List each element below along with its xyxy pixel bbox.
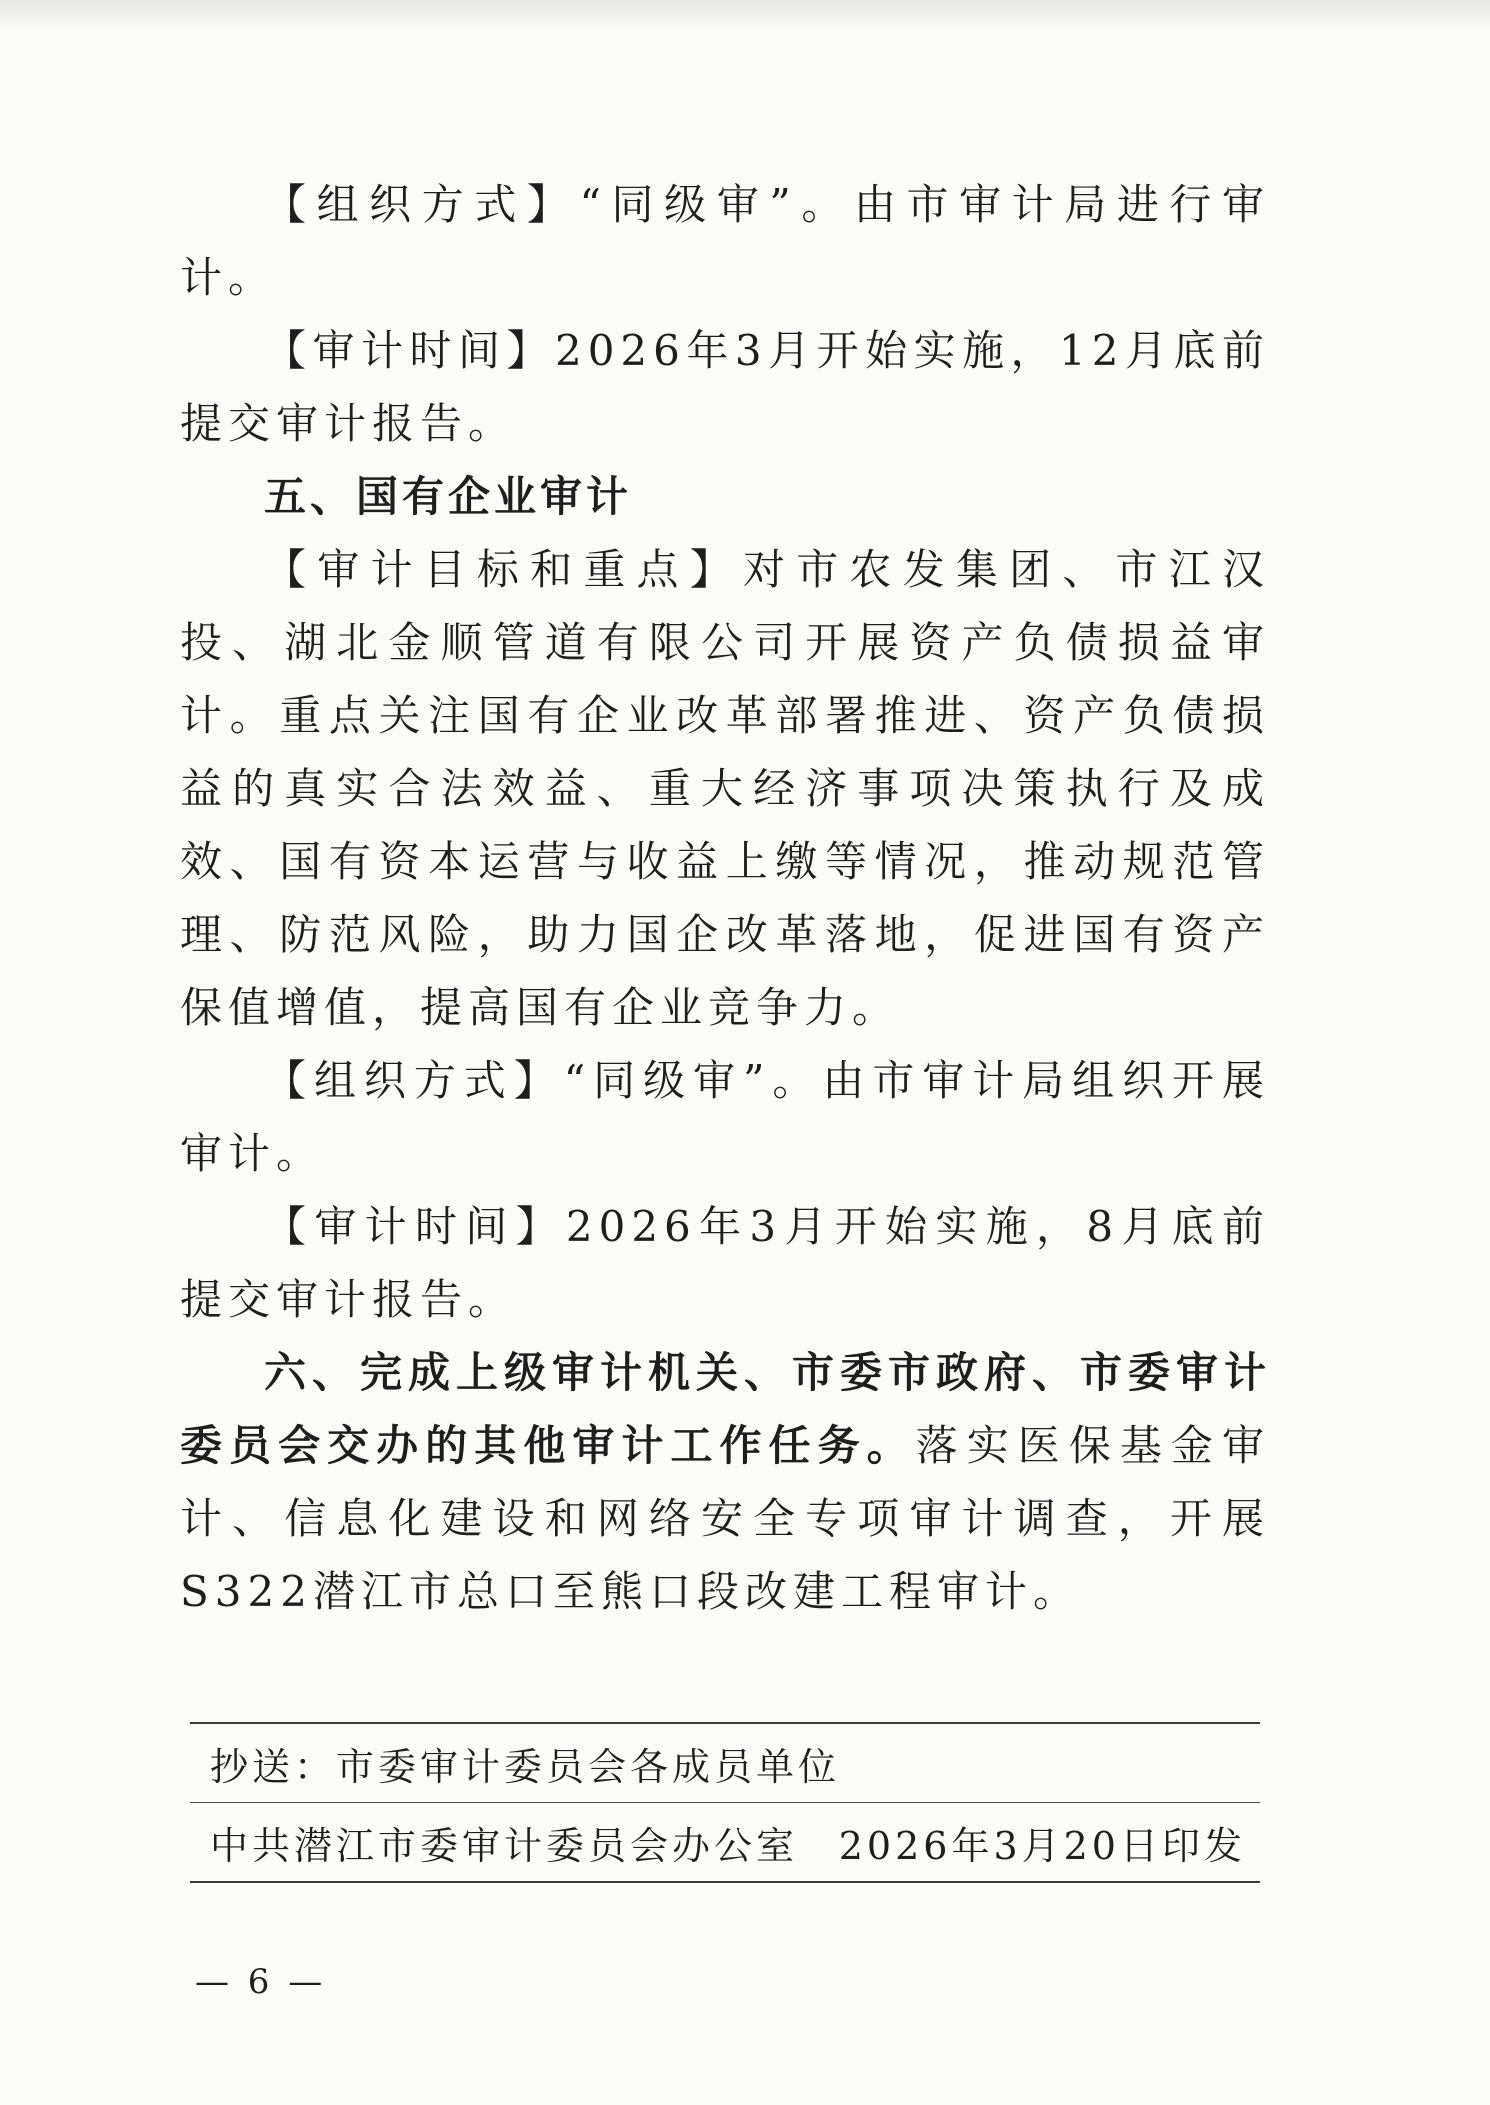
footer-rule-bottom [190, 1881, 1260, 1883]
paragraph-org-method-2: 【组织方式】“同级审”。由市审计局组织开展审计。 [180, 1056, 1270, 1178]
paragraph-org-method-1: 【组织方式】“同级审”。由市审计局进行审计。 [180, 180, 1270, 302]
paragraph-audit-time-2: 【审计时间】2026年3月开始实施，8月底前提交审计报告。 [180, 1202, 1270, 1324]
page-number: — 6 — [195, 1962, 327, 2002]
cc-row [190, 1724, 1260, 1802]
section-6-body: 落实医保基金审计、信息化建设和网络安全专项审计调查，开展S322潜江市总口至熊口段改建工程审计。 [180, 1421, 1270, 1616]
paragraph-section-6 [180, 1336, 1270, 1628]
distribution-footer [190, 1722, 1260, 1883]
section-heading-6: 六、完成上级审计机关、市委市政府、市委审计委员会交办的其他审计工作任务。 [180, 1348, 1270, 1470]
cc-text: 抄送：市委审计委员会各成员单位 [210, 1744, 841, 1789]
issue-date: 2026年3月20日印发 [838, 1823, 1246, 1868]
paragraph-audit-time-1: 【审计时间】2026年3月开始实施，12月底前提交审计报告。 [180, 326, 1270, 448]
body-text [180, 168, 1270, 1628]
paragraph-audit-target: 【审计目标和重点】对市农发集团、市江汉投、湖北金顺管道有限公司开展资产负债损益审计。重点关注国有企业改革部署推进、资产负债损益的真实合法效益、重大经济事项决策执行及成效、国有资本运营与收益上缴等情况，推动规范管理、防范风险，助力国企改革落地，促进国有资产保值增值，提高国有企业竞争力。 [180, 545, 1270, 1032]
scan-shadow [0, 0, 1490, 30]
issuer-text: 中共潜江市委审计委员会办公室 [210, 1823, 799, 1868]
issuer-row [190, 1803, 1260, 1881]
section-heading-5: 五、国有企业审计 [264, 472, 633, 521]
